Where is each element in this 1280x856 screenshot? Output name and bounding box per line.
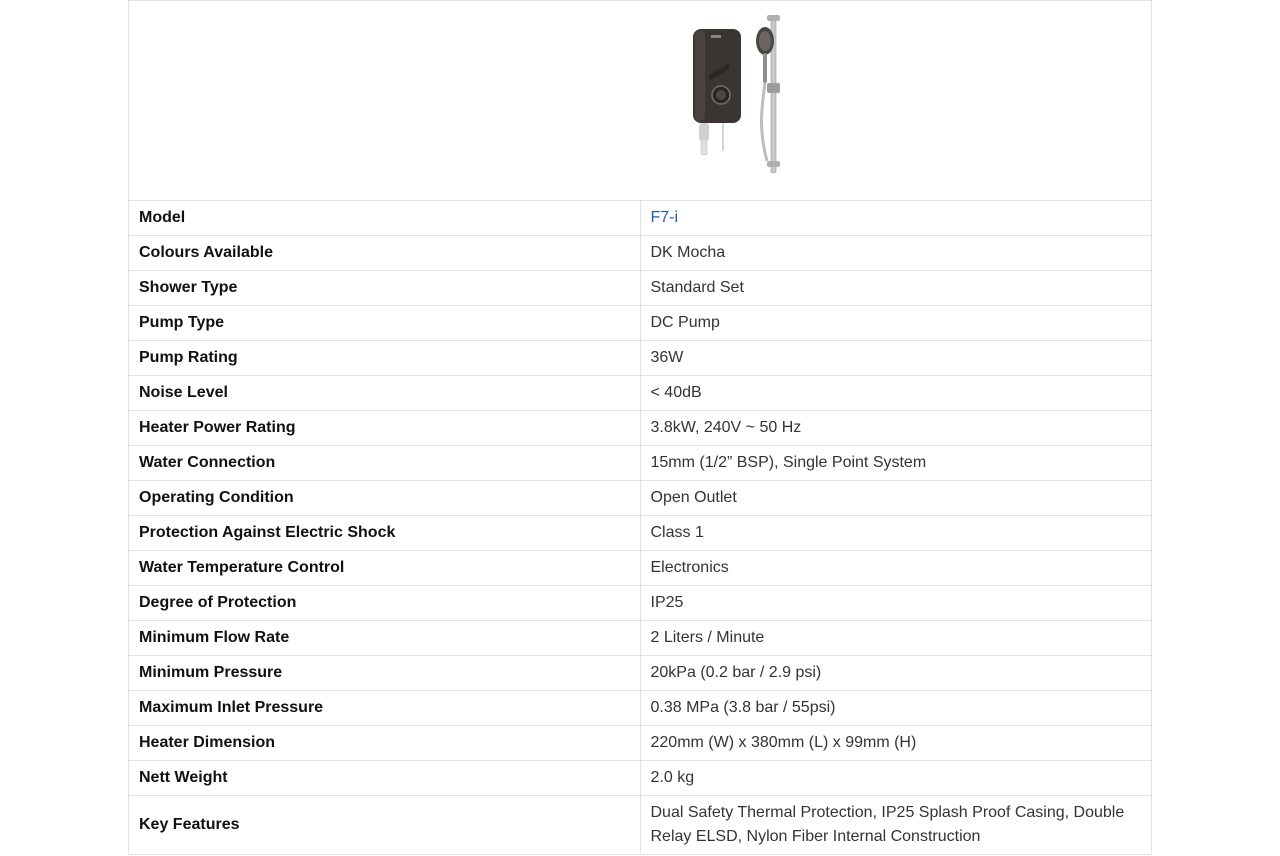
spec-value: < 40dB	[640, 376, 1152, 411]
spec-rows	[129, 201, 1152, 855]
spec-value: 3.8kW, 240V ~ 50 Hz	[640, 411, 1152, 446]
spec-row	[129, 341, 1152, 376]
product-image-row	[129, 1, 1152, 201]
spec-row	[129, 446, 1152, 481]
spec-value: Electronics	[640, 551, 1152, 586]
spec-value: 0.38 MPa (3.8 bar / 55psi)	[640, 691, 1152, 726]
spec-label: Key Features	[129, 796, 641, 855]
spec-value: Class 1	[640, 516, 1152, 551]
spec-label: Operating Condition	[129, 481, 641, 516]
spec-row	[129, 411, 1152, 446]
spec-row	[129, 726, 1152, 761]
spec-value: 220mm (W) x 380mm (L) x 99mm (H)	[640, 726, 1152, 761]
spec-label: Water Connection	[129, 446, 641, 481]
spec-value: 2.0 kg	[640, 761, 1152, 796]
spec-label: Water Temperature Control	[129, 551, 641, 586]
spec-row	[129, 691, 1152, 726]
spec-label: Protection Against Electric Shock	[129, 516, 641, 551]
spec-value: Dual Safety Thermal Protection, IP25 Splash Proof Casing, Double Relay ELSD, Nylon Fiber Internal Construction	[640, 796, 1152, 855]
product-image-cell	[129, 1, 1152, 201]
spec-value: 15mm (1/2” BSP), Single Point System	[640, 446, 1152, 481]
spec-row	[129, 551, 1152, 586]
spec-row	[129, 376, 1152, 411]
water-heater-with-shower-set-image	[685, 11, 795, 177]
spec-value: IP25	[640, 586, 1152, 621]
spec-label: Minimum Flow Rate	[129, 621, 641, 656]
model-link[interactable]: F7-i	[640, 201, 1152, 236]
spec-label: Model	[129, 201, 641, 236]
spec-value: DC Pump	[640, 306, 1152, 341]
spec-value: DK Mocha	[640, 236, 1152, 271]
spec-label: Noise Level	[129, 376, 641, 411]
spec-table	[128, 0, 1152, 855]
spec-label: Degree of Protection	[129, 586, 641, 621]
spec-label: Maximum Inlet Pressure	[129, 691, 641, 726]
spec-label: Nett Weight	[129, 761, 641, 796]
spec-row	[129, 586, 1152, 621]
spec-value: 2 Liters / Minute	[640, 621, 1152, 656]
spec-row	[129, 656, 1152, 691]
spec-label: Colours Available	[129, 236, 641, 271]
spec-row	[129, 796, 1152, 855]
spec-label: Heater Dimension	[129, 726, 641, 761]
spec-value: 20kPa (0.2 bar / 2.9 psi)	[640, 656, 1152, 691]
spec-row	[129, 621, 1152, 656]
spec-row	[129, 201, 1152, 236]
spec-row	[129, 481, 1152, 516]
spec-row	[129, 306, 1152, 341]
spec-value: 36W	[640, 341, 1152, 376]
spec-value: Standard Set	[640, 271, 1152, 306]
spec-label: Heater Power Rating	[129, 411, 641, 446]
spec-label: Minimum Pressure	[129, 656, 641, 691]
spec-label: Shower Type	[129, 271, 641, 306]
spec-label: Pump Type	[129, 306, 641, 341]
spec-row	[129, 271, 1152, 306]
spec-label: Pump Rating	[129, 341, 641, 376]
spec-row	[129, 236, 1152, 271]
spec-row	[129, 761, 1152, 796]
spec-row	[129, 516, 1152, 551]
spec-value: Open Outlet	[640, 481, 1152, 516]
